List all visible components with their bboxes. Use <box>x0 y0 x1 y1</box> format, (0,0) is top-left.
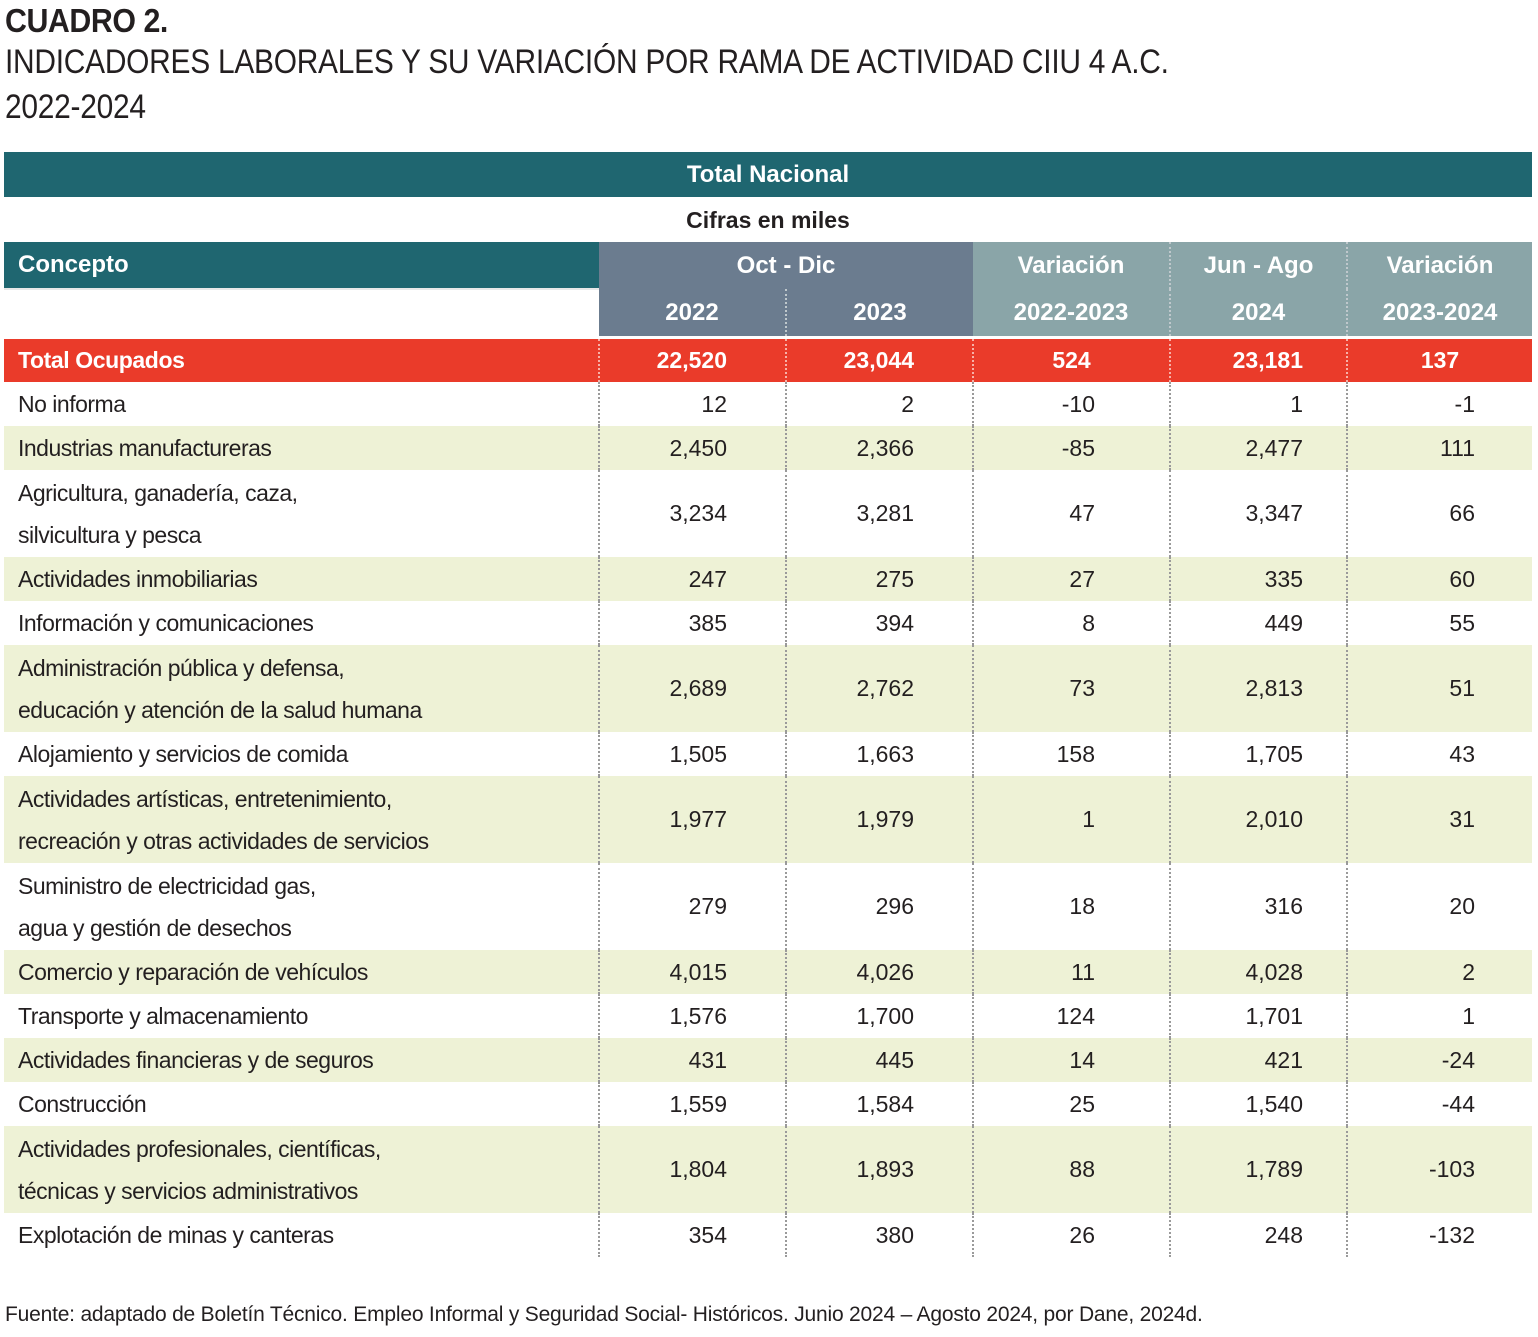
row-variation-2022-2023: 27 <box>973 557 1170 601</box>
header-row-top <box>4 242 1532 289</box>
row-variation-2023-2024: 60 <box>1347 557 1532 601</box>
row-concept-line1: Agricultura, ganadería, caza, <box>18 479 298 506</box>
row-value-2023: 296 <box>786 863 973 950</box>
row-value-2024: 1,701 <box>1170 994 1347 1038</box>
total-2024: 23,181 <box>1170 338 1347 383</box>
row-variation-2023-2024: -44 <box>1347 1082 1532 1126</box>
table-row <box>4 645 1532 732</box>
row-concept-line2: técnicas y servicios administrativos <box>18 1177 358 1204</box>
row-variation-2023-2024: 1 <box>1347 994 1532 1038</box>
row-concept-line2: agua y gestión de desechos <box>18 914 292 941</box>
row-variation-2023-2024: -24 <box>1347 1038 1532 1082</box>
row-concept <box>4 426 599 470</box>
header-blank <box>4 289 599 338</box>
row-value-2022: 4,015 <box>599 950 786 994</box>
row-concept <box>4 382 599 426</box>
table-row <box>4 1038 1532 1082</box>
row-value-2022: 279 <box>599 863 786 950</box>
row-variation-2022-2023: 73 <box>973 645 1170 732</box>
row-concept-line1: Actividades artísticas, entretenimiento, <box>18 785 392 812</box>
row-value-2023: 4,026 <box>786 950 973 994</box>
row-variation-2022-2023: 158 <box>973 732 1170 776</box>
row-concept-line1: Actividades profesionales, científicas, <box>18 1135 381 1162</box>
row-variation-2022-2023: 88 <box>973 1126 1170 1213</box>
row-concept-line1: Actividades financieras y de seguros <box>18 1047 374 1073</box>
header-range-a: 2022-2023 <box>973 289 1170 338</box>
row-concept-line1: No informa <box>18 391 126 417</box>
row-value-2023: 1,893 <box>786 1126 973 1213</box>
total-row <box>4 338 1532 383</box>
row-value-2023: 380 <box>786 1213 973 1257</box>
row-variation-2022-2023: 8 <box>973 601 1170 645</box>
table-title: INDICADORES LABORALES Y SU VARIACIÓN POR RAMA DE ACTIVIDAD CIIU 4 A.C. <box>5 43 1169 81</box>
table-row <box>4 470 1532 557</box>
row-value-2024: 1 <box>1170 382 1347 426</box>
row-concept <box>4 1038 599 1082</box>
row-concept <box>4 1213 599 1257</box>
row-variation-2023-2024: 2 <box>1347 950 1532 994</box>
row-concept-line2: recreación y otras actividades de servicios <box>18 827 429 854</box>
total-2023: 23,044 <box>786 338 973 383</box>
row-concept <box>4 863 599 950</box>
row-value-2023: 445 <box>786 1038 973 1082</box>
row-variation-2022-2023: 124 <box>973 994 1170 1038</box>
row-value-2024: 335 <box>1170 557 1347 601</box>
row-value-2023: 1,663 <box>786 732 973 776</box>
table-row <box>4 994 1532 1038</box>
table-period: 2022-2024 <box>5 88 146 126</box>
row-concept-line2: silvicultura y pesca <box>18 521 202 548</box>
header-jun-ago: Jun - Ago <box>1170 242 1347 289</box>
labor-indicators-table <box>4 242 1532 1257</box>
row-value-2023: 275 <box>786 557 973 601</box>
row-concept <box>4 1126 599 1213</box>
total-concept: Total Ocupados <box>4 338 599 383</box>
header-variacion-b: Variación <box>1347 242 1532 289</box>
row-concept <box>4 732 599 776</box>
row-variation-2023-2024: 43 <box>1347 732 1532 776</box>
row-value-2024: 3,347 <box>1170 470 1347 557</box>
row-value-2022: 3,234 <box>599 470 786 557</box>
row-concept <box>4 601 599 645</box>
table-row <box>4 776 1532 863</box>
row-variation-2022-2023: 1 <box>973 776 1170 863</box>
row-value-2022: 247 <box>599 557 786 601</box>
row-value-2023: 2,762 <box>786 645 973 732</box>
row-concept <box>4 776 599 863</box>
table-row <box>4 1082 1532 1126</box>
header-2023: 2023 <box>786 289 973 338</box>
table-row <box>4 950 1532 994</box>
title-block <box>5 2 1525 130</box>
row-concept-line1: Comercio y reparación de vehículos <box>18 959 368 985</box>
row-value-2024: 1,789 <box>1170 1126 1347 1213</box>
row-concept <box>4 994 599 1038</box>
header-2024: 2024 <box>1170 289 1347 338</box>
row-concept <box>4 950 599 994</box>
row-value-2024: 2,010 <box>1170 776 1347 863</box>
units-note: Cifras en miles <box>686 206 850 233</box>
row-concept-line1: Administración pública y defensa, <box>18 654 345 681</box>
row-value-2024: 4,028 <box>1170 950 1347 994</box>
row-variation-2023-2024: 31 <box>1347 776 1532 863</box>
row-concept <box>4 470 599 557</box>
total-var-a: 524 <box>973 338 1170 383</box>
row-value-2022: 1,505 <box>599 732 786 776</box>
row-variation-2023-2024: 66 <box>1347 470 1532 557</box>
row-variation-2022-2023: -85 <box>973 426 1170 470</box>
row-variation-2022-2023: 14 <box>973 1038 1170 1082</box>
row-value-2023: 1,584 <box>786 1082 973 1126</box>
row-concept-line1: Explotación de minas y canteras <box>18 1222 334 1248</box>
row-variation-2023-2024: -1 <box>1347 382 1532 426</box>
row-concept <box>4 557 599 601</box>
row-variation-2023-2024: 20 <box>1347 863 1532 950</box>
row-value-2023: 3,281 <box>786 470 973 557</box>
row-value-2022: 431 <box>599 1038 786 1082</box>
header-range-b: 2023-2024 <box>1347 289 1532 338</box>
row-value-2022: 1,576 <box>599 994 786 1038</box>
header-variacion-a: Variación <box>973 242 1170 289</box>
row-concept <box>4 1082 599 1126</box>
row-variation-2023-2024: -103 <box>1347 1126 1532 1213</box>
row-value-2022: 2,689 <box>599 645 786 732</box>
table-row <box>4 601 1532 645</box>
row-concept-line2: educación y atención de la salud humana <box>18 696 422 723</box>
header-2022: 2022 <box>599 289 786 338</box>
row-value-2022: 354 <box>599 1213 786 1257</box>
row-concept-line1: Alojamiento y servicios de comida <box>18 741 348 767</box>
row-value-2022: 12 <box>599 382 786 426</box>
row-value-2024: 449 <box>1170 601 1347 645</box>
header-oct-dic: Oct - Dic <box>599 242 973 289</box>
row-variation-2022-2023: 47 <box>973 470 1170 557</box>
total-var-b: 137 <box>1347 338 1532 383</box>
row-value-2022: 2,450 <box>599 426 786 470</box>
table-row <box>4 1126 1532 1213</box>
table-row <box>4 732 1532 776</box>
row-concept-line1: Industrias manufactureras <box>18 435 272 461</box>
row-variation-2023-2024: 55 <box>1347 601 1532 645</box>
row-value-2023: 1,979 <box>786 776 973 863</box>
row-value-2022: 1,804 <box>599 1126 786 1213</box>
row-value-2022: 1,559 <box>599 1082 786 1126</box>
row-variation-2023-2024: 111 <box>1347 426 1532 470</box>
source-note: Fuente: adaptado de Boletín Técnico. Empleo Informal y Seguridad Social- Históricos. Junio 2024 – Agosto 2024, por Dane, 2024d. <box>5 1303 1203 1326</box>
row-concept <box>4 645 599 732</box>
row-concept-line1: Información y comunicaciones <box>18 610 314 636</box>
table-number: CUADRO 2. <box>5 2 168 39</box>
row-value-2024: 1,705 <box>1170 732 1347 776</box>
total-nacional-banner: Total Nacional <box>4 152 1532 197</box>
row-variation-2022-2023: 25 <box>973 1082 1170 1126</box>
row-value-2023: 394 <box>786 601 973 645</box>
row-variation-2023-2024: 51 <box>1347 645 1532 732</box>
row-concept-line1: Actividades inmobiliarias <box>18 566 258 592</box>
header-row-bottom <box>4 289 1532 338</box>
table-row <box>4 863 1532 950</box>
table-row <box>4 1213 1532 1257</box>
row-value-2024: 248 <box>1170 1213 1347 1257</box>
row-value-2024: 316 <box>1170 863 1347 950</box>
row-variation-2022-2023: 11 <box>973 950 1170 994</box>
row-variation-2022-2023: -10 <box>973 382 1170 426</box>
header-concepto: Concepto <box>4 242 599 289</box>
row-value-2024: 421 <box>1170 1038 1347 1082</box>
row-variation-2023-2024: -132 <box>1347 1213 1532 1257</box>
row-concept-line1: Construcción <box>18 1091 147 1117</box>
row-variation-2022-2023: 18 <box>973 863 1170 950</box>
row-value-2023: 2 <box>786 382 973 426</box>
row-value-2024: 1,540 <box>1170 1082 1347 1126</box>
table-row <box>4 557 1532 601</box>
row-value-2023: 2,366 <box>786 426 973 470</box>
row-variation-2022-2023: 26 <box>973 1213 1170 1257</box>
row-value-2022: 1,977 <box>599 776 786 863</box>
row-value-2023: 1,700 <box>786 994 973 1038</box>
total-2022: 22,520 <box>599 338 786 383</box>
table-row <box>4 426 1532 470</box>
row-value-2022: 385 <box>599 601 786 645</box>
row-value-2024: 2,477 <box>1170 426 1347 470</box>
row-concept-line1: Suministro de electricidad gas, <box>18 872 316 899</box>
table-row <box>4 382 1532 426</box>
row-concept-line1: Transporte y almacenamiento <box>18 1003 308 1029</box>
row-value-2024: 2,813 <box>1170 645 1347 732</box>
